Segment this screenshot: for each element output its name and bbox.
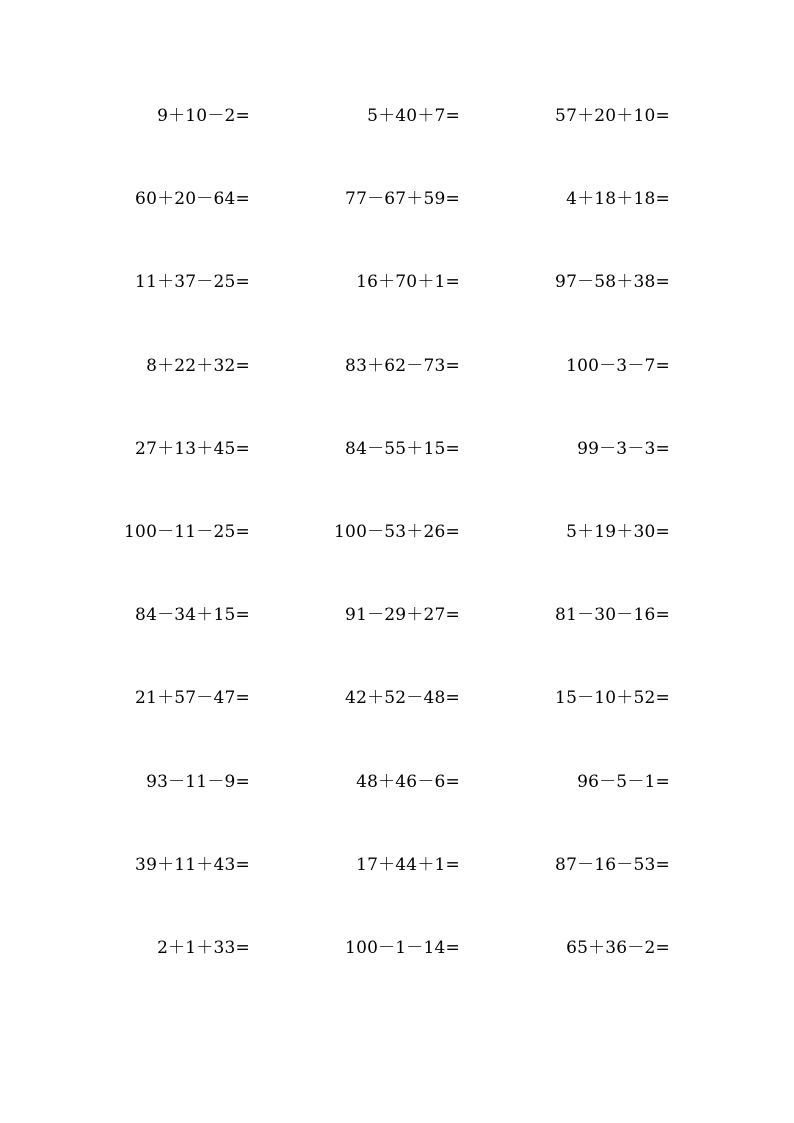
math-problem: 42＋52－48= xyxy=(345,688,460,709)
math-problem: 93－11－9= xyxy=(146,771,250,792)
math-problem: 100－11－25= xyxy=(124,521,250,542)
math-problem: 91－29＋27= xyxy=(345,605,460,626)
math-problem: 100－1－14= xyxy=(345,937,460,958)
problem-row xyxy=(0,762,794,845)
math-problem: 2＋1＋33= xyxy=(157,937,250,958)
math-problem: 96－5－1= xyxy=(577,771,670,792)
math-problem: 77－67＋59= xyxy=(345,189,460,210)
math-problem: 27＋13＋45= xyxy=(135,438,250,459)
problem-row xyxy=(0,845,794,928)
math-problem: 39＋11＋43= xyxy=(135,854,250,875)
math-problem: 21＋57－47= xyxy=(135,688,250,709)
math-problem: 84－55＋15= xyxy=(345,438,460,459)
math-problem: 97－58＋38= xyxy=(555,272,670,293)
math-problem: 57＋20＋10= xyxy=(555,106,670,126)
math-problem: 15－10＋52= xyxy=(555,688,670,709)
math-problem: 9＋10－2= xyxy=(157,106,250,126)
math-problem: 100－53＋26= xyxy=(334,521,460,542)
problem-row xyxy=(0,179,794,262)
math-problem: 4＋18＋18= xyxy=(566,189,670,210)
math-problem: 48＋46－6= xyxy=(356,771,460,792)
problem-row xyxy=(0,512,794,595)
math-problem: 84－34＋15= xyxy=(135,605,250,626)
problem-row xyxy=(0,595,794,678)
math-problem: 11＋37－25= xyxy=(135,272,250,293)
math-problem: 60＋20－64= xyxy=(135,189,250,210)
problem-row xyxy=(0,96,794,179)
problem-row xyxy=(0,429,794,512)
math-problem: 87－16－53= xyxy=(555,854,670,875)
math-problem: 83＋62－73= xyxy=(345,355,460,376)
problem-row xyxy=(0,262,794,345)
problem-row xyxy=(0,678,794,761)
math-problem: 5＋19＋30= xyxy=(566,521,670,542)
math-problem: 16＋70＋1= xyxy=(356,272,460,293)
problem-grid xyxy=(0,96,794,1011)
math-problem: 8＋22＋32= xyxy=(146,355,250,376)
math-problem: 99－3－3= xyxy=(577,438,670,459)
math-problem: 5＋40＋7= xyxy=(367,106,460,126)
math-problem: 81－30－16= xyxy=(555,605,670,626)
math-problem: 65＋36－2= xyxy=(566,937,670,958)
math-problem: 17＋44＋1= xyxy=(356,854,460,875)
math-problem: 100－3－7= xyxy=(566,355,670,376)
problem-row xyxy=(0,346,794,429)
problem-row xyxy=(0,928,794,1011)
